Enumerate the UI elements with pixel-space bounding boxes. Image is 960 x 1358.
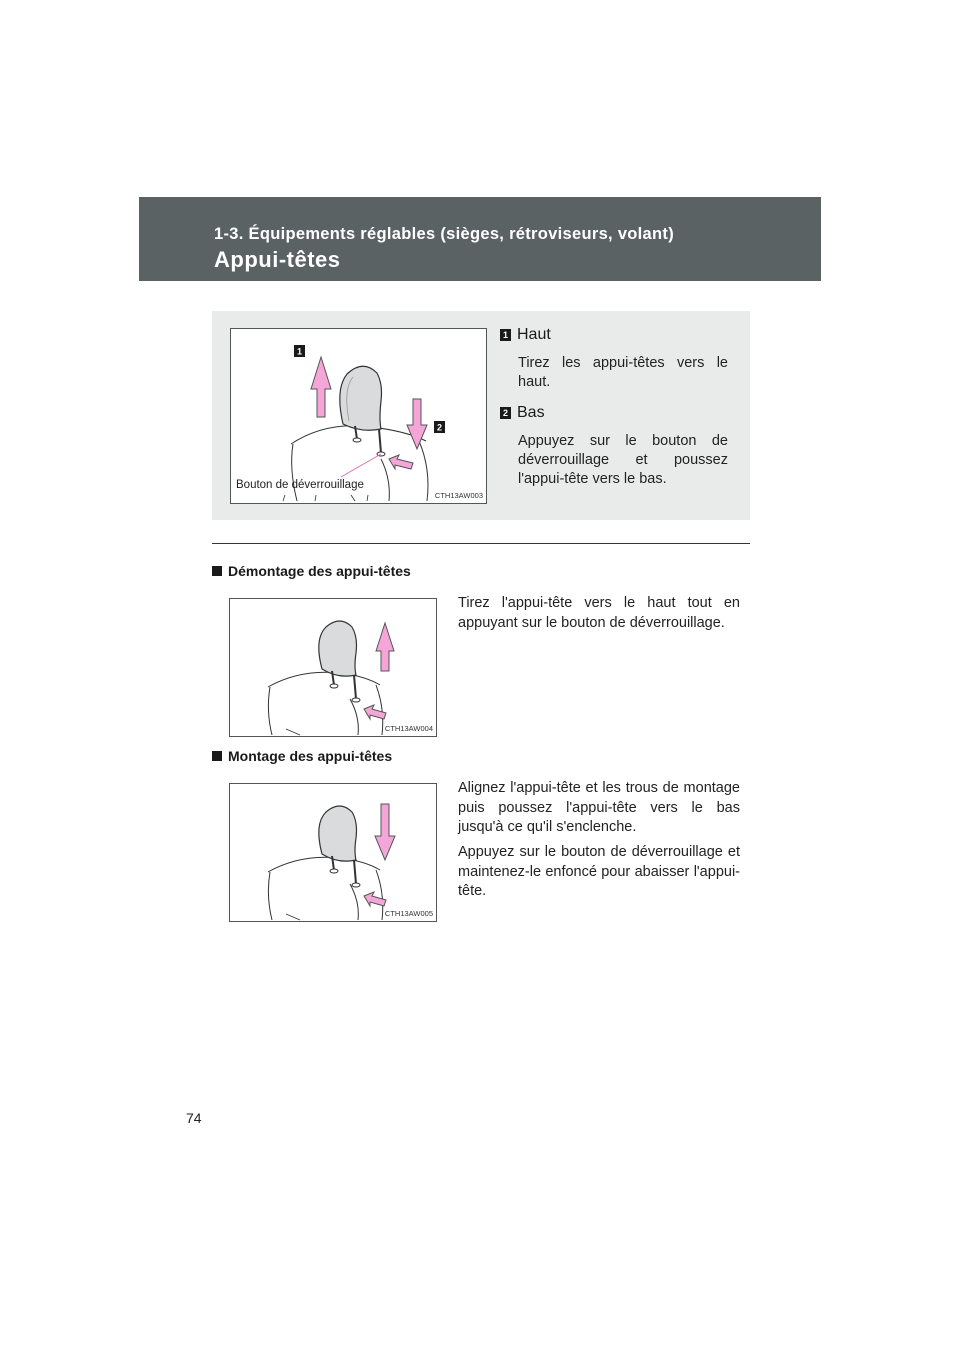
item-description: Tirez les appui-têtes vers le haut. [518, 355, 728, 391]
installation-illustration [230, 784, 436, 921]
bullet-square-icon [212, 751, 222, 761]
up-arrow-icon [311, 357, 331, 417]
press-arrow-icon [389, 455, 413, 469]
item-number: 1 [500, 329, 511, 341]
down-arrow-icon [407, 399, 427, 449]
release-button-label: Bouton de déverrouillage [236, 479, 364, 491]
item-number: 2 [500, 407, 511, 419]
section-title: 1-3. Équipements réglables (sièges, rétroviseurs, volant) [214, 225, 675, 243]
installation-heading: Montage des appui-têtes [212, 748, 392, 764]
installation-figure [229, 783, 437, 922]
divider [212, 543, 750, 544]
figure-code: CTH13AW005 [384, 909, 433, 918]
page-title: Appui-têtes [214, 247, 341, 272]
removal-figure [229, 598, 437, 737]
headrest-adjust-figure [230, 328, 487, 504]
item-heading: Haut [517, 326, 551, 343]
page-number: 74 [186, 1110, 202, 1126]
marker-2: 2 [436, 422, 443, 433]
press-arrow-icon [364, 705, 386, 719]
up-arrow-icon [376, 623, 394, 671]
press-arrow-icon [364, 892, 386, 906]
bullet-square-icon [212, 566, 222, 576]
installation-text-1: Alignez l'appui-tête et les trous de montage puis poussez l'appui-tête vers le bas jusqu'à ce qu'il s'enclenche. [458, 780, 740, 835]
instruction-down [500, 404, 728, 489]
removal-heading: Démontage des appui-têtes [212, 563, 411, 579]
installation-text-2: Appuyez sur le bouton de déverrouillage et maintenez-le enfoncé pour abaisser l'appui-tête. [458, 844, 740, 899]
chapter-header [139, 197, 821, 281]
marker-1: 1 [296, 346, 303, 357]
item-heading: Bas [517, 404, 545, 421]
figure-code: CTH13AW004 [384, 724, 433, 733]
removal-text: Tirez l'appui-tête vers le haut tout en appuyant sur le bouton de déverrouillage. [458, 595, 740, 631]
instruction-up [500, 326, 728, 392]
item-description: Appuyez sur le bouton de déverrouillage et poussez l'appui-tête vers le bas. [518, 433, 728, 488]
figure-code: CTH13AW003 [434, 491, 483, 500]
headrest-adjust-illustration [231, 329, 486, 503]
down-arrow-icon [375, 804, 395, 860]
removal-illustration [230, 599, 436, 736]
